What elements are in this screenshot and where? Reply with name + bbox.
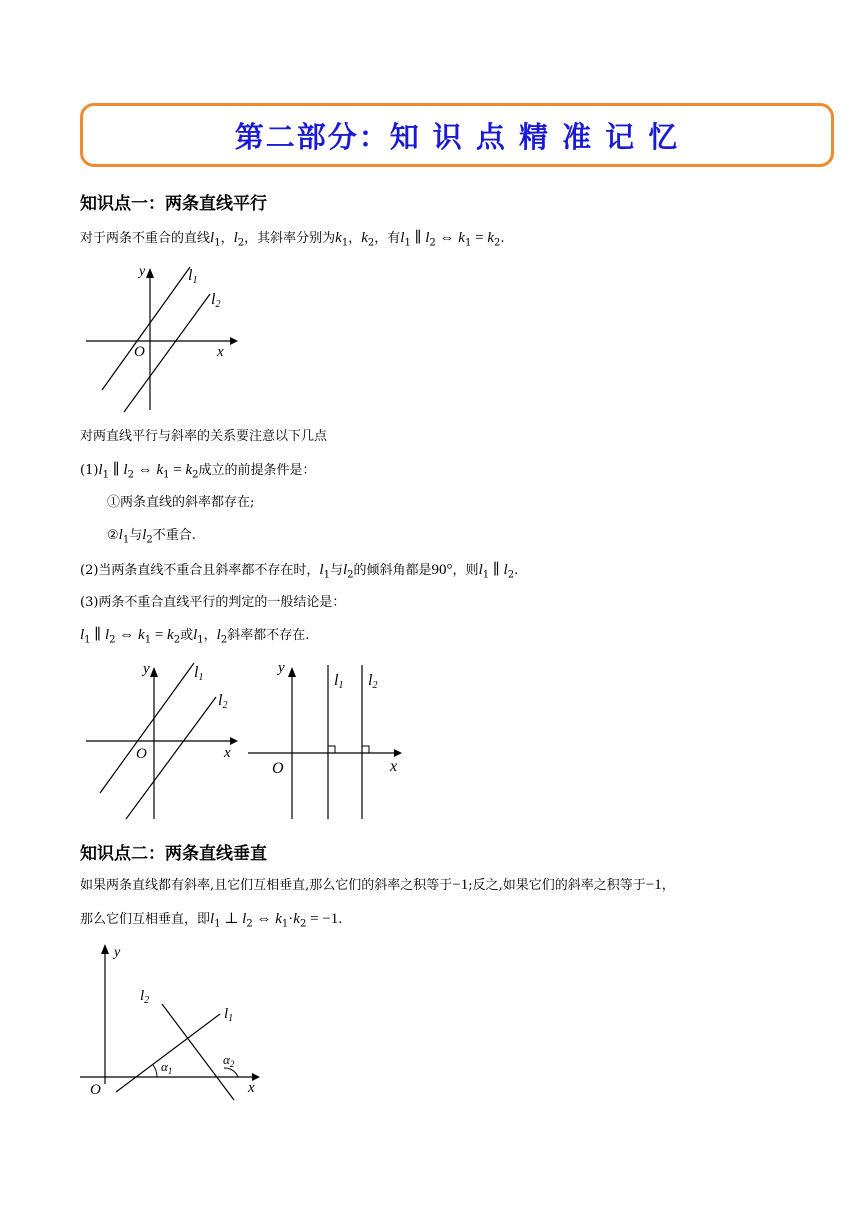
section-banner [80,103,834,167]
x-axis-arrow-icon [230,337,238,345]
figure-vertical-lines [244,655,410,823]
l2-label: l2 [218,692,228,711]
y-axis-arrow-icon [101,944,109,954]
note-1a: ①两条直线的斜率都存在; [107,495,255,510]
origin-label: O [272,760,284,777]
origin-label: O [136,746,147,762]
y-label: y [278,660,285,676]
x-label: x [390,758,398,775]
note-1: $(1)l_1$ ∥ $l_2$ ⇔ $k_1 = k_2$成立的前提条件是： [80,462,316,481]
note-3-conclusion: $l_1$ ∥ $l_2$ ⇔ $k_1 = k_2$或$l_1$，$l_2$斜率都不存在. [80,627,310,646]
right-angle-mark-l1 [328,746,335,753]
section2-line1: 如果两条直线都有斜率,且它们互相垂直,那么它们的斜率之积等于−1;反之,如果它们的斜率之积等于−1， [80,877,675,893]
angle-arc-alpha2 [224,1068,238,1077]
angle-arc-alpha1 [153,1065,157,1077]
x-label: x [248,1080,255,1096]
y-label: y [114,945,121,960]
alpha2-label: $\alpha_2$ [223,1052,235,1069]
figure-perpendicular-lines [76,938,266,1104]
line-l1 [100,663,194,793]
l2-label: $l_2$ [140,988,150,1006]
l1-label: l1 [194,664,204,683]
l1-label: l1 [334,672,344,691]
section1-intro: 对于两条不重合的直线$l_1$，$l_2$，其斜率分别为$k_1$，$k_2$，有$l_1$ ∥ $l_2$ ⇔ $k_1 = k_2$. [80,230,505,249]
note-1b: $②l_1$与$l_2$不重合. [107,527,196,546]
y-label: y [139,264,146,279]
section1-title: 知识点一：两条直线平行 [80,194,267,214]
section2-line2: 那么它们互相垂直，即$l_1$ ⊥ $l_2$ ⇔ $k_1\cdot k_2 = -1$. [80,911,343,930]
x-axis-arrow-icon [394,749,402,757]
line-l1 [102,267,190,390]
x-label: x [217,344,224,360]
x-axis-arrow-icon [230,737,238,745]
notes-title: 对两直线平行与斜率的关系要注意以下几点 [80,429,328,444]
y-axis-arrow-icon [288,667,296,677]
figure-parallel-lines-1 [80,258,240,418]
note-2: (2)当两条直线不重合且斜率都不存在时，$l_1$与$l_2$的倾斜角都是90°，则$l_1$ ∥ $l_2$. [80,562,519,581]
y-axis-arrow-icon [146,268,154,278]
l1-label: l1 [188,267,198,286]
y-axis-arrow-icon [150,667,158,677]
alpha1-label: $\alpha_1$ [161,1059,173,1076]
l1-label: $l_1$ [224,1006,234,1024]
l2-label: l2 [211,291,221,310]
y-label: y [143,661,150,677]
right-angle-mark-l2 [362,746,369,753]
l2-label: l2 [368,672,378,691]
note-3: (3)两条不重合直线平行的判定的一般结论是： [80,595,346,610]
figure-parallel-lines-2 [82,655,244,823]
section2-title: 知识点二：两条直线垂直 [80,844,267,864]
x-label: x [224,745,231,761]
line-l1 [116,1014,220,1092]
origin-label: O [134,344,145,360]
origin-label: O [90,1082,101,1098]
banner-title: 第二部分：知 识 点 精 准 记 忆 [234,119,680,154]
